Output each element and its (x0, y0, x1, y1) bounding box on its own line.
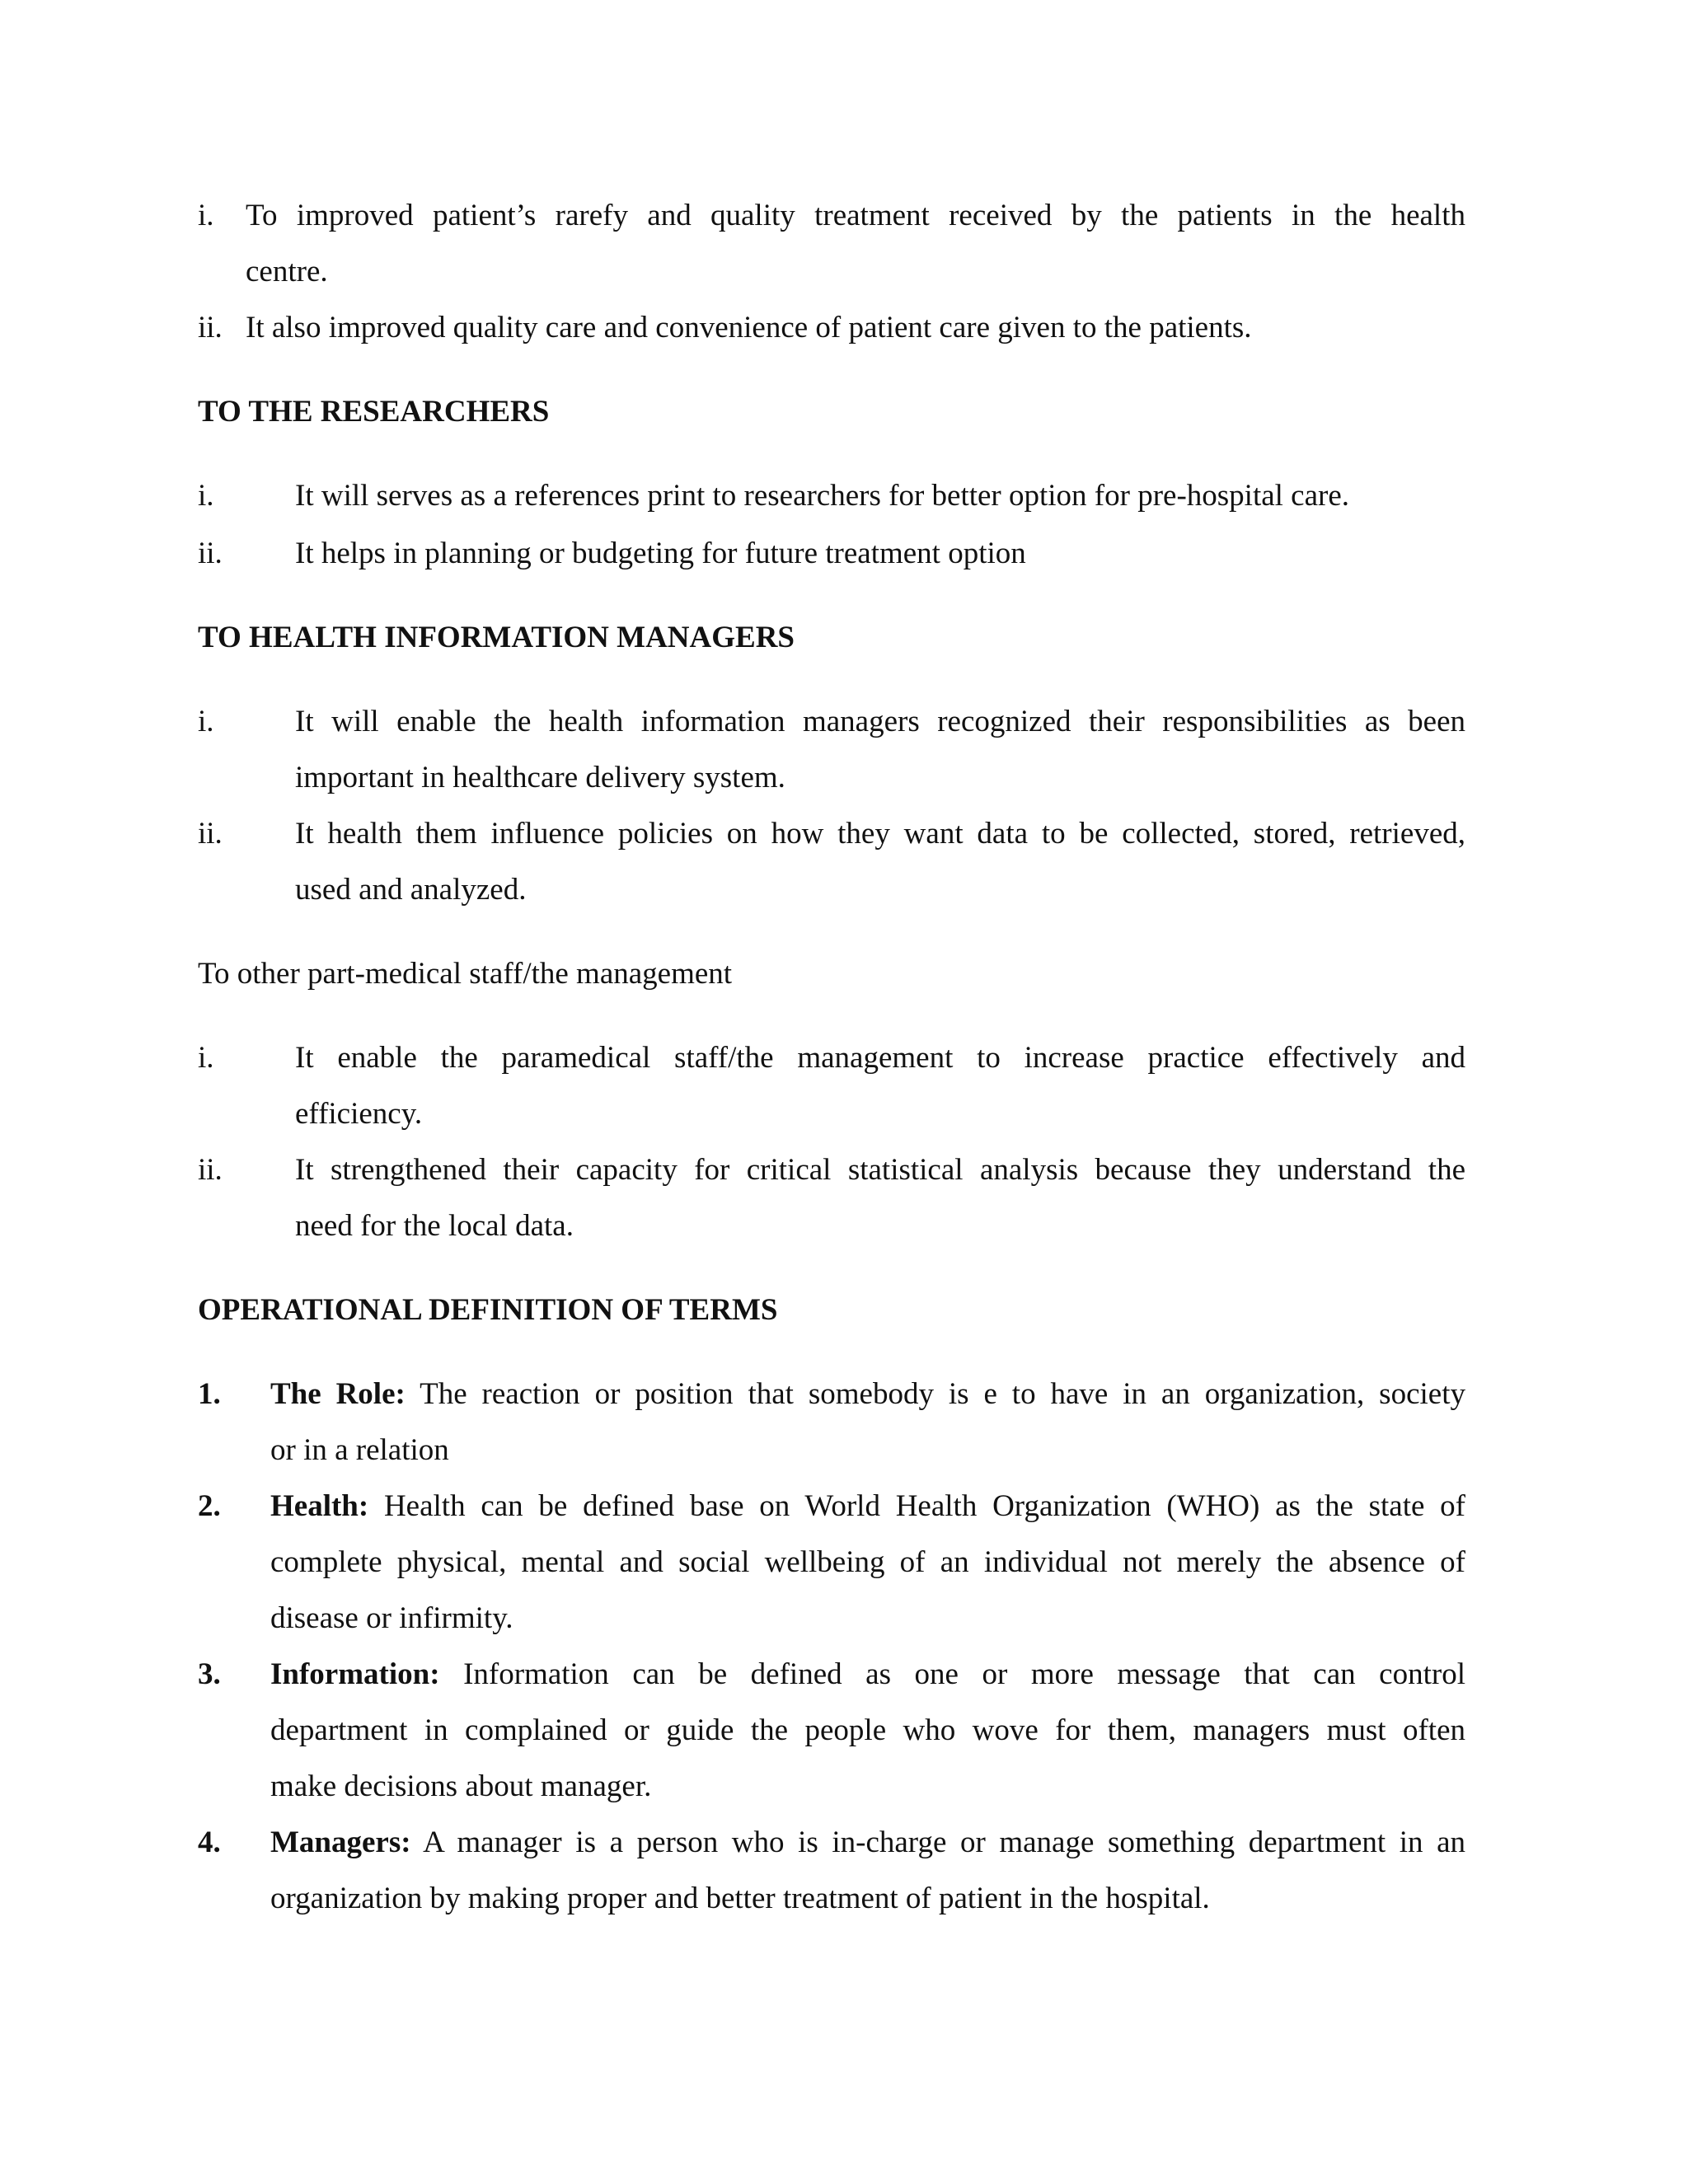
list-item-text: used and analyzed. (295, 873, 527, 907)
definition-term: Information: (270, 1657, 440, 1691)
list-item-text: centre. (246, 255, 328, 288)
definition-number: 1. (198, 1377, 221, 1411)
list-item-text: To improved patient’s rarefy and quality treatment received by the patients in the health (246, 199, 1465, 232)
definition-first-line (270, 1376, 1465, 1413)
list-marker: i. (198, 705, 214, 738)
definition-term: Managers: (270, 1825, 411, 1859)
list-marker: ii. (198, 311, 223, 344)
definition-text: make decisions about manager. (270, 1769, 652, 1803)
list-marker: ii. (198, 1153, 223, 1187)
definition-term: Health: (270, 1489, 369, 1523)
definition-first-line (270, 1825, 1465, 1861)
definition-first-line (270, 1657, 1465, 1693)
list-item-text: need for the local data. (295, 1209, 574, 1243)
list-item-text: It enable the paramedical staff/the management to increase practice effectively and (295, 1041, 1465, 1075)
definition-text: Information can be defined as one or more message that can control (439, 1657, 1465, 1691)
definition-text: disease or infirmity. (270, 1601, 513, 1635)
list-marker: i. (198, 479, 214, 513)
list-item-text: It also improved quality care and convenience of patient care given to the patients. (246, 311, 1252, 344)
definition-first-line (270, 1488, 1465, 1525)
definition-text: The reaction or position that somebody is e to have in an organization, society (405, 1377, 1465, 1411)
definition-text: organization by making proper and better treatment of patient in the hospital. (270, 1882, 1210, 1915)
list-item-text: It helps in planning or budgeting for future treatment option (295, 537, 1026, 570)
section-heading-him: TO HEALTH INFORMATION MANAGERS (198, 621, 795, 654)
definition-number: 2. (198, 1489, 221, 1523)
definition-text: department in complained or guide the people who wove for them, managers must often (270, 1713, 1465, 1747)
definition-text: complete physical, mental and social wellbeing of an individual not merely the absence of (270, 1545, 1465, 1579)
list-item-text: efficiency. (295, 1097, 423, 1131)
list-item-text: important in healthcare delivery system. (295, 761, 785, 794)
list-item-text: It health them influence policies on how they want data to be collected, stored, retrieved, (295, 817, 1465, 851)
list-marker: ii. (198, 537, 223, 570)
list-item-text: It strengthened their capacity for critical statistical analysis because they understand the (295, 1153, 1465, 1187)
definition-text: or in a relation (270, 1433, 449, 1467)
definition-text: A manager is a person who is in-charge or manage something department in an (410, 1825, 1465, 1859)
list-marker: ii. (198, 817, 223, 851)
definition-term: The Role: (270, 1377, 406, 1411)
definition-number: 4. (198, 1825, 221, 1859)
list-item-text: It will enable the health information managers recognized their responsibilities as been (295, 705, 1465, 738)
definition-text: Health can be defined base on World Health Organization (WHO) as the state of (368, 1489, 1465, 1523)
definition-number: 3. (198, 1657, 221, 1691)
list-marker: i. (198, 199, 214, 232)
section-heading-definitions: OPERATIONAL DEFINITION OF TERMS (198, 1293, 778, 1327)
list-item-text: It will serves as a references print to researchers for better option for pre-hospital care. (295, 479, 1350, 513)
section-heading-researchers: TO THE RESEARCHERS (198, 395, 550, 429)
list-marker: i. (198, 1041, 214, 1075)
section-heading-paramedical: To other part-medical staff/the management (198, 957, 733, 991)
